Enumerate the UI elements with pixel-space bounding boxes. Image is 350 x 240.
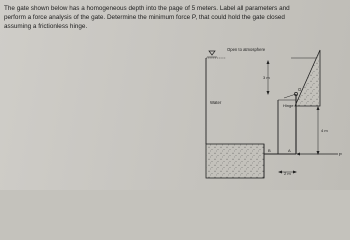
problem-line-1: The gate shown below has a homogeneous depth into the page of 5 meters. Label all parameters and [4,5,290,12]
point-o-label: O [298,87,302,92]
dim-3m-label: 3 m [263,75,270,80]
point-a-label: A [288,148,291,153]
problem-line-3: assuming a frictionless hinge. [4,23,88,31]
gate [284,92,298,154]
base-block [206,144,296,178]
force-p-arrow [296,153,338,156]
hinge-label: Hinge [283,103,294,108]
gate-figure [196,44,346,186]
water-label: Water [210,100,222,105]
dim-4m-label: 4 m [321,128,328,133]
sloped-embankment [295,50,320,106]
dim-2m-label: 2 m [284,171,291,176]
problem-line-2: perform a force analysis of the gate. Determine the minimum force P, that could hold the gate closed [4,14,285,22]
water-surface-marker [207,51,217,57]
problem-statement [4,4,348,32]
point-b-label: B [268,148,271,153]
open-to-atmosphere-label: Open to atmosphere [227,47,266,52]
dimension-4m [317,106,320,155]
inner-wall [278,100,296,154]
force-p-label: P [339,152,342,157]
